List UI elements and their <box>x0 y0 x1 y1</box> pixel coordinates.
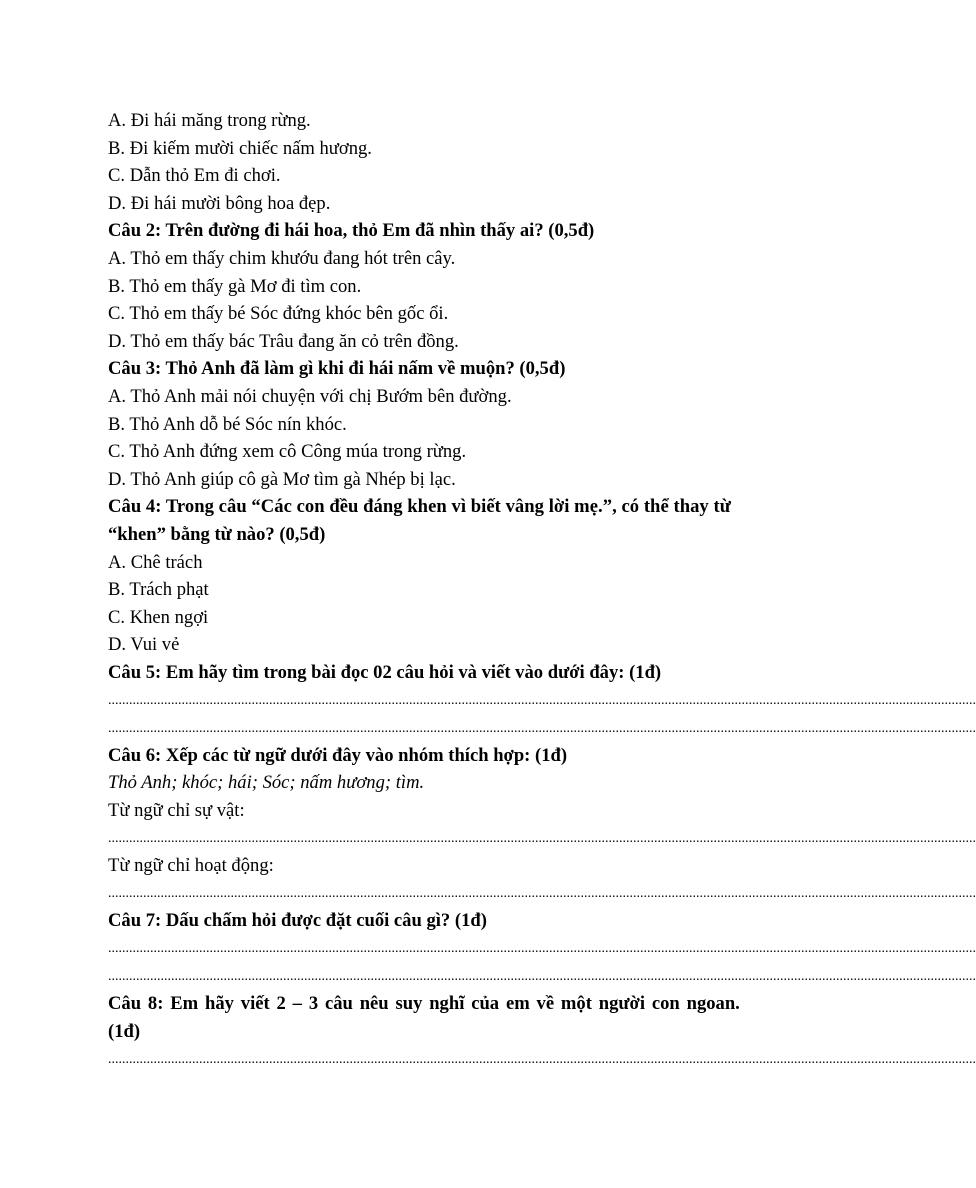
q1-option-b: B. Đi kiếm mười chiếc nấm hương. <box>108 137 372 159</box>
dotted-line: ........................................................................................................................................................................................................................................................ <box>108 941 976 957</box>
q8-title-line2: (1đ) <box>108 1020 141 1042</box>
q3-option-b: B. Thỏ Anh dỗ bé Sóc nín khóc. <box>108 413 347 435</box>
worksheet-page <box>108 107 976 1073</box>
answer-line[interactable] <box>108 962 976 990</box>
q3-option-c: C. Thỏ Anh đứng xem cô Công múa trong rừng. <box>108 441 467 463</box>
dotted-line: ........................................................................................................................................................................................................................................................ <box>108 1051 976 1067</box>
q4-option-a: A. Chê trách <box>108 551 203 573</box>
answer-line[interactable] <box>108 935 976 963</box>
q6-title: Câu 6: Xếp các từ ngữ dưới đây vào nhóm thích hợp: (1đ) <box>108 744 568 766</box>
q2-option-d: D. Thỏ em thấy bác Trâu đang ăn cỏ trên đồng. <box>108 330 459 352</box>
dotted-line: ........................................................................................................................................................................................................................................................ <box>108 720 976 736</box>
q4-option-c: C. Khen ngợi <box>108 606 209 628</box>
q3-option-a: A. Thỏ Anh mải nói chuyện với chị Bướm bên đường. <box>108 385 512 407</box>
q4-title-line1: Câu 4: Trong câu “Các con đều đáng khen vì biết vâng lời mẹ.”, có thể thay từ <box>108 496 731 518</box>
q1-option-c: C. Dẫn thỏ Em đi chơi. <box>108 165 281 187</box>
dotted-line: ........................................................................................................................................................................................................................................................ <box>108 693 976 709</box>
q3-title: Câu 3: Thỏ Anh đã làm gì khi đi hái nấm về muộn? (0,5đ) <box>108 358 566 380</box>
q2-option-b: B. Thỏ em thấy gà Mơ đi tìm con. <box>108 275 362 297</box>
q2-title: Câu 2: Trên đường đi hái hoa, thỏ Em đã nhìn thấy ai? (0,5đ) <box>108 220 595 242</box>
answer-line[interactable] <box>108 880 976 908</box>
answer-line[interactable] <box>108 1045 976 1073</box>
q2-option-a: A. Thỏ em thấy chim khướu đang hót trên cây. <box>108 247 456 269</box>
q4-title-line2: “khen” bằng từ nào? (0,5đ) <box>108 523 326 545</box>
q7-title: Câu 7: Dấu chấm hỏi được đặt cuối câu gì? (1đ) <box>108 910 487 932</box>
dotted-line: ........................................................................................................................................................................................................................................................ <box>108 969 976 984</box>
answer-line[interactable] <box>108 714 976 742</box>
q1-option-a: A. Đi hái măng trong rừng. <box>108 110 311 131</box>
dotted-line: ........................................................................................................................................................................................................................................................ <box>108 831 976 847</box>
answer-line[interactable] <box>108 686 976 714</box>
q4-option-b: B. Trách phạt <box>108 579 209 601</box>
q8-title-line1: Câu 8: Em hãy viết 2 – 3 câu nêu suy nghĩ của em về một người con ngoan. <box>108 993 740 1014</box>
q2-option-c: C. Thỏ em thấy bé Sóc đứng khóc bên gốc ổi. <box>108 303 449 325</box>
q1-option-d: D. Đi hái mười bông hoa đẹp. <box>108 192 331 214</box>
answer-line[interactable] <box>108 824 976 852</box>
q3-option-d: D. Thỏ Anh giúp cô gà Mơ tìm gà Nhép bị lạc. <box>108 468 456 490</box>
dotted-line: ........................................................................................................................................................................................................................................................ <box>108 886 976 902</box>
q5-title: Câu 5: Em hãy tìm trong bài đọc 02 câu hỏi và viết vào dưới đây: (1đ) <box>108 661 662 683</box>
q6-label-actions: Từ ngữ chỉ hoạt động: <box>108 855 274 877</box>
q6-label-things: Từ ngữ chỉ sự vật: <box>108 799 245 821</box>
q4-option-d: D. Vui vẻ <box>108 634 180 656</box>
q6-word-list: Thỏ Anh; khóc; hái; Sóc; nấm hương; tìm. <box>108 772 425 794</box>
